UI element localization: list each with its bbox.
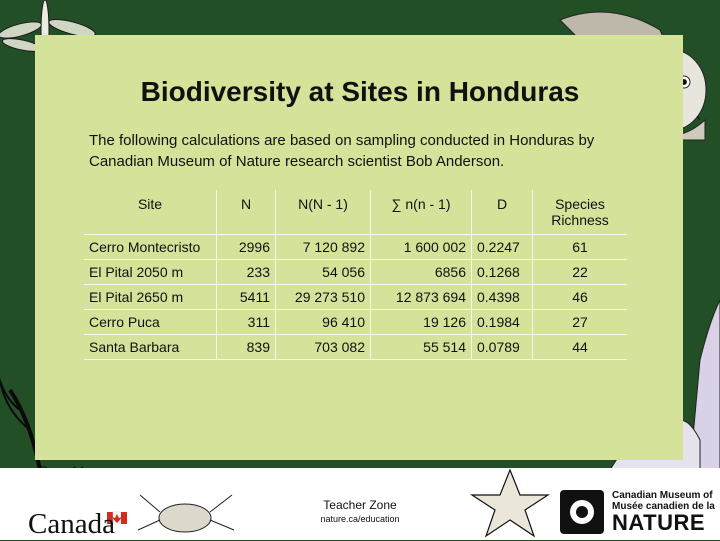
table-header-row — [84, 190, 627, 235]
cell-n-n-minus-1: 96 410 — [276, 310, 371, 335]
header-n-n-minus-1: N(N - 1) — [276, 190, 371, 235]
cell-site: Cerro Montecristo — [84, 235, 217, 260]
cell-species-richness: 46 — [533, 285, 628, 310]
cell-n-n-minus-1: 703 082 — [276, 335, 371, 360]
cell-sum: 55 514 — [371, 335, 472, 360]
education-url[interactable]: nature.ca/education — [320, 514, 400, 524]
cell-d: 0.4398 — [472, 285, 533, 310]
cell-sum: 6856 — [371, 260, 472, 285]
table-row — [84, 235, 627, 260]
museum-logo-icon — [560, 490, 604, 534]
header-n: N — [217, 190, 276, 235]
cell-d: 0.1984 — [472, 310, 533, 335]
cell-n-n-minus-1: 7 120 892 — [276, 235, 371, 260]
header-site: Site — [84, 190, 217, 235]
cell-d: 0.0789 — [472, 335, 533, 360]
cell-species-richness: 44 — [533, 335, 628, 360]
cell-n: 5411 — [217, 285, 276, 310]
header-d: D — [472, 190, 533, 235]
cell-n: 839 — [217, 335, 276, 360]
cell-site: El Pital 2650 m — [84, 285, 217, 310]
page-title: Biodiversity at Sites in Honduras — [140, 76, 580, 107]
starfish-footer-icon — [472, 470, 548, 536]
museum-line-1: Canadian Museum of — [612, 490, 713, 501]
table-row — [84, 260, 627, 285]
table-row — [84, 285, 627, 310]
cell-n: 2996 — [217, 235, 276, 260]
header-species-richness: Species Richness — [533, 190, 628, 235]
cell-site: Santa Barbara — [84, 335, 217, 360]
crab-footer-icon — [138, 495, 234, 532]
cell-site: Cerro Puca — [84, 310, 217, 335]
cell-n: 311 — [217, 310, 276, 335]
table-row — [84, 335, 627, 360]
cell-n-n-minus-1: 54 056 — [276, 260, 371, 285]
cell-n-n-minus-1: 29 273 510 — [276, 285, 371, 310]
museum-line-3: NATURE — [612, 510, 706, 535]
cell-d: 0.2247 — [472, 235, 533, 260]
intro-paragraph: The following calculations are based on sampling conducted in Honduras by Canadian Museum of Nature research scientist Bob Anderson. — [89, 132, 595, 170]
cell-sum: 12 873 694 — [371, 285, 472, 310]
cell-sum: 1 600 002 — [371, 235, 472, 260]
cell-d: 0.1268 — [472, 260, 533, 285]
cell-species-richness: 61 — [533, 235, 628, 260]
cell-sum: 19 126 — [371, 310, 472, 335]
cell-site: El Pital 2050 m — [84, 260, 217, 285]
canada-wordmark: Canada — [28, 508, 115, 540]
museum-wordmark — [612, 490, 715, 534]
cell-n: 233 — [217, 260, 276, 285]
cell-species-richness: 22 — [533, 260, 628, 285]
museum-line-2: Musée canadien de la — [612, 501, 715, 512]
cell-species-richness: 27 — [533, 310, 628, 335]
table-row — [84, 310, 627, 335]
biodiversity-table — [84, 190, 627, 360]
header-sum-n-n-minus-1: ∑ n(n - 1) — [371, 190, 472, 235]
teacher-zone-label: Teacher Zone — [323, 498, 397, 512]
